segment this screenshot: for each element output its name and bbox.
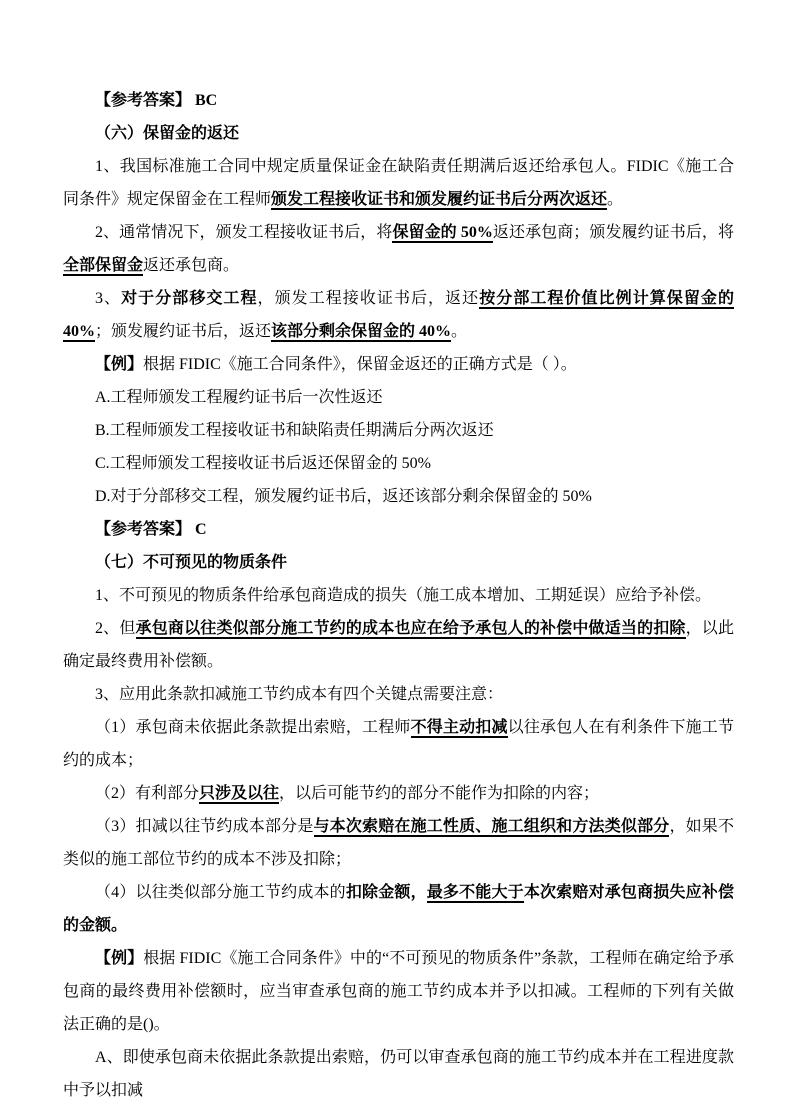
text-run: 返还承包商；颁发履约证书后，将 <box>492 224 734 241</box>
text-run: ，颁发工程接收证书后，返还 <box>257 290 480 307</box>
text-run: ，以此确定最终费用补偿额。 <box>63 620 734 670</box>
text-run: 1、我国标准施工合同中规定质量保证金在缺陷责任期满后返还给承包人。FIDIC《施工合同条件》规定保留金在工程师 <box>63 158 734 208</box>
text-run: 3、应用此条款扣减施工节约成本有四个关键点需要注意： <box>95 686 504 703</box>
bold-text: 【例】 <box>95 950 144 967</box>
text-run: ，如果不类似的施工部位节约的成本不涉及扣除； <box>63 818 734 868</box>
text-run: （1）承包商未依据此条款提出索赔，工程师 <box>95 719 411 736</box>
option-2a <box>63 1041 734 1107</box>
emphasis-underline-text: 承包商以往类似部分施工节约的成本也应在给予承包人的补偿中做适当的扣除 <box>135 620 686 637</box>
section-heading-7 <box>63 546 734 579</box>
text-run: C.工程师颁发工程接收证书后返还保留金的 50% <box>95 455 432 472</box>
text-run: （4）以往类似部分施工节约成本的 <box>95 884 346 901</box>
text-run: 。 <box>451 323 468 340</box>
example-question-2 <box>63 942 734 1041</box>
bold-text: 【例】 <box>95 356 144 373</box>
emphasis-underline-text: 保留金的 50% <box>392 224 493 241</box>
option-1c <box>63 447 734 480</box>
option-1d <box>63 480 734 513</box>
text-run: 。 <box>607 191 624 208</box>
emphasis-underline-text: 最多不能大于 <box>426 884 524 901</box>
emphasis-underline-text: 按分部工程价值比例计算保留金的 40% <box>63 290 734 340</box>
text-run: 2、通常情况下，颁发工程接收证书后，将 <box>95 224 393 241</box>
para-retention-2 <box>63 216 734 282</box>
emphasis-underline-text: 不得主动扣减 <box>410 719 508 736</box>
text-run: D.对于分部移交工程，颁发履约证书后，返还该部分剩余保留金的 50% <box>95 488 592 505</box>
text-run: 2、但 <box>95 620 136 637</box>
text-run: （2）有利部分 <box>95 785 200 802</box>
para-conditions-2 <box>63 612 734 678</box>
option-1a <box>63 381 734 414</box>
emphasis-underline-text: 该部分剩余保留金的 40% <box>271 323 452 340</box>
emphasis-underline-text: 全部保留金 <box>63 257 144 274</box>
para-conditions-1 <box>63 579 734 612</box>
para-retention-1 <box>63 150 734 216</box>
emphasis-underline-text: 与本次索赔在施工性质、施工组织和方法类似部分 <box>313 818 670 835</box>
text-run: ；颁发履约证书后，返还 <box>95 323 272 340</box>
bold-text: （七）不可预见的物质条件 <box>95 554 288 571</box>
keypoint-3 <box>63 810 734 876</box>
text-run: （3）扣减以往节约成本部分是 <box>95 818 314 835</box>
bold-text: （六）保留金的返还 <box>95 125 240 142</box>
keypoint-2 <box>63 777 734 810</box>
text-run: 返还承包商。 <box>143 257 240 274</box>
text-run: 1、不可预见的物质条件给承包商造成的损失（施工成本增加、工期延误）应给予补偿。 <box>95 587 712 604</box>
bold-text: 【参考答案】 BC <box>95 92 218 109</box>
para-retention-3 <box>63 282 734 348</box>
bold-text: 【参考答案】 C <box>95 521 207 538</box>
text-run: A.工程师颁发工程履约证书后一次性返还 <box>95 389 383 406</box>
bold-text: 本次索赔对承包商损失应补偿的金额。 <box>63 884 734 934</box>
document-body <box>63 84 734 1107</box>
emphasis-underline-text: 只涉及以往 <box>199 785 280 802</box>
section-heading-6 <box>63 117 734 150</box>
text-run: 以往承包人在有利条件下施工节约的成本； <box>63 719 734 769</box>
text-run: A、即使承包商未依据此条款提出索赔，仍可以审查承包商的施工节约成本并在工程进度款中予以扣减 <box>63 1049 734 1099</box>
option-1b <box>63 414 734 447</box>
example-question-1 <box>63 348 734 381</box>
ref-answer-1 <box>63 84 734 117</box>
text-run: B.工程师颁发工程接收证书和缺陷责任期满后分两次返还 <box>95 422 494 439</box>
text-run: 根据 FIDIC《施工合同条件》，保留金返还的正确方式是（ ）。 <box>143 356 577 373</box>
text-run: ，以后可能节约的部分不能作为扣除的内容； <box>279 785 600 802</box>
keypoint-4 <box>63 876 734 942</box>
text-run: 根据 FIDIC《施工合同条件》中的“不可预见的物质条件”条款，工程师在确定给予承包商的最终费用补偿额时，应当审查承包商的施工节约成本并予以扣减。工程师的下列有关做法正确的是()。 <box>63 950 734 1033</box>
bold-text: 扣除金额， <box>345 884 427 901</box>
ref-answer-2 <box>63 513 734 546</box>
para-conditions-3 <box>63 678 734 711</box>
bold-text: 对于分部移交工程 <box>121 290 258 307</box>
keypoint-1 <box>63 711 734 777</box>
text-run: 3、 <box>95 290 122 307</box>
emphasis-underline-text: 颁发工程接收证书和颁发履约证书后分两次返还 <box>271 191 608 208</box>
